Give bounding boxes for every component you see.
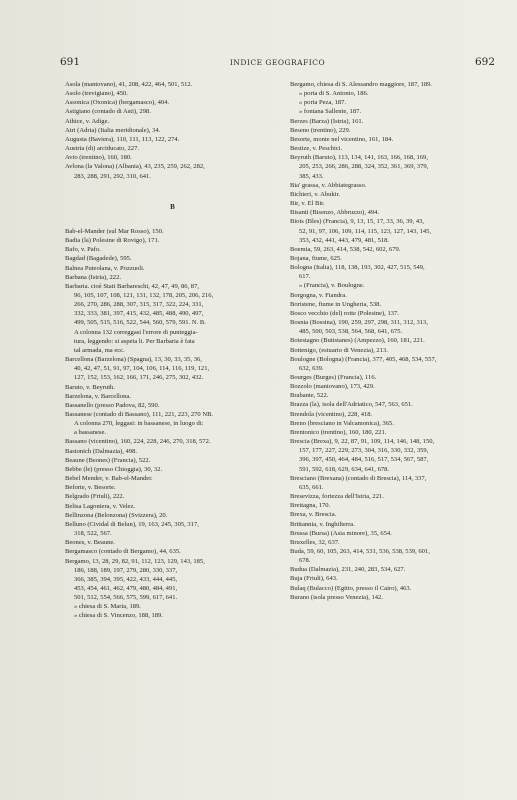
index-entry-line: Bassano (vicentino), 160, 224, 228, 246, 270, 318, 572. <box>65 438 211 446</box>
index-entry-line: Bulaq (Bulacco) (Egitto, presso il Cairo), 463. <box>290 584 412 592</box>
index-entry-line: Badia (la) Polesine di Rovigo), 171. <box>65 237 160 245</box>
index-entry-line: 283, 288, 291, 292, 310, 641. <box>74 172 151 180</box>
index-entry-line: » (Francia), v. Boulogne. <box>299 282 365 290</box>
index-entry-line: Baruto, v. Beyruth. <box>65 383 115 391</box>
index-entry-line: Bruxelles, 32, 637. <box>290 538 340 546</box>
index-entry-line: A colonna 270, leggasi: in bassanese, in luogo di: <box>74 420 204 428</box>
index-entry-line: 52, 91, 97, 106, 109, 114, 115, 123, 127, 143, 145, <box>299 227 432 235</box>
index-entry-line: 499, 505, 515, 516, 522, 544, 560, 579, 591. N. B. <box>74 319 206 327</box>
index-entry-line: Brabante, 522. <box>290 392 329 400</box>
index-entry-line: Budua (Dalmazia), 231, 240, 283, 534, 627. <box>290 566 406 574</box>
index-entry-line: Bagdad (Bagadede), 595. <box>65 255 132 263</box>
index-entry-line: » chiesa di S. Maria, 189. <box>74 603 141 611</box>
index-entry-line: Brescia (Brexa), 9, 22, 87, 91, 109, 114, 146, 148, 150, <box>290 438 435 446</box>
index-entry-line: Bab-el-Mander (sul Mar Rosso), 150. <box>65 227 164 235</box>
index-entry-line: Athice, v. Adige. <box>65 117 110 125</box>
index-entry-line: Brentonico (trentino), 160, 180, 221. <box>290 428 387 436</box>
index-entry-line: 157, 177, 227, 229, 273, 304, 316, 330, 332, 359, <box>299 447 429 455</box>
index-entry-line: Belluno (Cividal di Belun), 19, 163, 245, 305, 317, <box>65 520 199 528</box>
index-entry-line: 353, 432, 441, 443, 479, 481, 518. <box>299 236 390 244</box>
index-entry-line: Beseno (trentino), 229. <box>290 126 351 134</box>
index-entry-line: Borgogna, v. Fiandra. <box>290 291 347 299</box>
index-entry-line: Boulogne (Bologna) (Francia), 377, 405, 468, 534, 557, <box>290 355 437 363</box>
index-entry-line: Bisanti (Bisenzo, Abbruzzo), 494. <box>290 209 380 217</box>
index-entry-line: Bia' grassa, v. Abbiategrasso. <box>290 181 367 189</box>
index-entry-line: A colonna 132 correggasi l'errore di punteggia- <box>74 328 198 336</box>
index-entry-line: 485, 500, 503, 538, 564, 568, 641, 675. <box>299 328 403 336</box>
index-entry-line: a bassanese. <box>74 429 106 437</box>
index-entry-line: Brittannia, v. Inghilterra. <box>290 520 355 528</box>
index-entry-line: Bozzolo (mantovano), 173, 429. <box>290 383 375 391</box>
index-entry-line: Berzes (Barza) (Istria), 161. <box>290 117 364 125</box>
index-entry-line: Bojana, fiume, 625. <box>290 254 342 262</box>
index-entry-line: 318, 522, 567. <box>74 530 112 538</box>
index-entry-line: Bafo, v. Pafo. <box>65 246 101 254</box>
index-entry-line: Austria (di) arciducato, 227. <box>65 145 139 153</box>
index-entry-line: » fontana Sallente, 187. <box>299 108 361 116</box>
index-entry-line: Bestize, v. Peschici. <box>290 145 343 153</box>
index-entry-line: Besorte, monte nel vicentino, 161, 184. <box>290 135 394 143</box>
index-entry-line: Bastonich (Dalmazia), 498. <box>65 447 137 455</box>
index-entry-line: Buda, 59, 60, 105, 263, 414, 531, 536, 538, 539, 601, <box>290 547 430 555</box>
index-entry-line: 205, 253, 266, 286, 288, 324, 352, 361, 369, 379, <box>299 163 429 171</box>
index-entry-line: 127, 152, 153, 162, 166, 171, 246, 275, 302, 432. <box>74 374 204 382</box>
index-entry-line: Boristene, fiume in Ungheria, 538. <box>290 300 382 308</box>
index-entry-line: 332, 333, 381, 397, 415, 432, 485, 488, 490, 497, <box>74 310 204 318</box>
index-entry-line: Brussa (Bursa) (Asia minore), 35, 654. <box>290 529 392 537</box>
index-entry-line: 453, 454, 461, 462, 479, 480, 484, 491, <box>74 584 178 592</box>
index-entry-line: Burano (isola presso Venezia), 142. <box>290 593 383 601</box>
index-entry-line: Bottenigo, (estuario di Venezia), 213. <box>290 346 388 354</box>
index-entry-line: Brettagna, 170. <box>290 502 331 510</box>
index-entry-line: Bir, v. El Bir. <box>290 200 325 208</box>
index-entry-line: 635, 661. <box>299 483 324 491</box>
index-entry-line: Boemia, 59, 263, 414, 538, 542, 602, 679. <box>290 245 401 253</box>
spacer <box>65 190 280 199</box>
index-column-right <box>290 80 508 602</box>
index-entry-line: Atri (Adria) (Italia meridionale), 34. <box>65 126 161 134</box>
index-entry-line: 591, 592, 618, 629, 634, 641, 678. <box>299 465 390 473</box>
index-entry-line: Assonica (Oxonica) (bergamasco), 404. <box>65 99 170 107</box>
index-entry-line: Bassanese (contado di Bassano), 111, 221, 223, 270 NB. <box>65 411 214 418</box>
index-entry-line: Beones, v. Beaune. <box>65 539 115 547</box>
index-entry-line: Bellinzona (Belonzona) (Svizzera), 20. <box>65 511 168 519</box>
index-entry-line: Balnea Puteolana, v. Pozzuoli. <box>65 264 145 272</box>
index-entry-line: Bichieri, v. Abukir. <box>290 190 340 198</box>
index-entry-line: » chiesa di S. Vincenzo, 188, 189. <box>74 612 163 620</box>
index-entry-line: Beaune (Beones) (Francia), 522. <box>65 456 151 464</box>
index-entry-line: Astigiano (contado di Asti), 298. <box>65 108 151 116</box>
spacer <box>65 181 280 190</box>
index-entry-line: » porta di S. Antonio, 186. <box>299 90 369 98</box>
index-entry-line: Bologna (Italia), 118, 138, 193, 302, 427, 515, 549, <box>290 264 425 272</box>
index-entry-line: Belgrado (Friuli), 222. <box>65 493 125 501</box>
index-entry-line: Bassanello (presso Padova, 82, 590. <box>65 401 160 409</box>
index-entry-line: Bergamasco (contado di Bergamo), 44, 635. <box>65 548 181 556</box>
index-entry-line: » porta Peza, 187. <box>299 99 347 107</box>
index-entry-line: 40, 42, 47, 51, 91, 97, 104, 106, 114, 116, 119, 121, <box>74 365 210 373</box>
index-entry-line: Biois (Bles) (Francia), 9, 13, 15, 17, 33, 36, 39, 43, <box>290 218 425 226</box>
index-entry-line: Barbana (Istria), 222. <box>65 273 121 281</box>
index-entry-line: Bebbe (le) (presso Chioggia), 30, 32. <box>65 465 163 473</box>
index-entry-line: Barbaria. cioè Stati Barbareschi, 42, 47, 49, 86, 87, <box>65 282 199 290</box>
index-entry-line: Asolo (trevigiano), 450. <box>65 90 128 98</box>
index-entry-line: Bresciano (Brexana) (contado di Brescia), 114, 337, <box>290 474 427 482</box>
index-entry-line: Bebel Mender, v. Bab-el-Mander. <box>65 475 153 483</box>
index-entry-line: Beyruth (Baruto), 113, 134, 141, 163, 166, 168, 169, <box>290 154 428 162</box>
index-entry-line: 186, 188, 189, 197, 279, 280, 330, 337, <box>74 566 178 574</box>
index-column-left <box>65 80 280 621</box>
index-entry-line: Bresevizza, fortezza dell'Istria, 221. <box>290 493 384 501</box>
index-entry-line: 96, 105, 107, 108, 121, 131, 132, 178, 205, 206, 216, <box>74 291 214 299</box>
left-page-number: 691 <box>60 56 81 68</box>
index-entry-line: Asola (mantovano), 41, 208, 422, 464, 501, 512. <box>65 81 193 88</box>
index-entry-line: Barcellona (Barzelona) (Spagna), 13, 30, 33, 35, 36, <box>65 356 202 364</box>
index-entry-line: Avio (trentino), 160, 180. <box>65 154 132 162</box>
index-entry-line: Bosnia (Bossina), 190, 259, 297, 298, 311, 312, 313, <box>290 319 428 327</box>
index-entry-line: 617. <box>299 273 311 281</box>
section-letter: B <box>170 202 175 211</box>
index-entry-line: Brexa, v. Brescia. <box>290 511 337 519</box>
index-entry-line: Bergamo, chiesa di S. Alessandro maggiore, 187, 189. <box>290 81 433 88</box>
index-entry-line: Barzelona, v. Barcellona. <box>65 392 131 400</box>
index-entry-line: tal armada, ma ecc. <box>74 346 125 354</box>
index-entry-line: 366, 385, 394, 395, 422, 433, 444, 445, <box>74 575 178 583</box>
index-entry-line: Breno (bresciano in Valcamonica), 365. <box>290 419 394 427</box>
index-entry-line: Brazza (la), isola dell'Adriatico, 547, 563, 651. <box>290 401 413 409</box>
index-entry-line: 632, 639. <box>299 364 324 372</box>
index-entry-line: 678. <box>299 557 311 565</box>
running-title: INDICE GEOGRAFICO <box>229 58 326 67</box>
index-entry-line: 266, 270, 286, 288, 307, 315, 317, 322, 224, 331, <box>74 301 204 309</box>
spacer <box>65 218 280 227</box>
index-entry-line: Bergamo, 13, 28, 29, 82, 91, 112, 123, 129, 143, 185, <box>65 557 205 565</box>
index-entry-line: Bourges (Burges) (Francia), 116. <box>290 374 377 381</box>
page-header <box>60 55 495 69</box>
index-entry-line: tura, leggendo: si aspeta li. Per Barbaria è fata <box>74 337 195 345</box>
index-entry-line: Buja (Friuli), 643. <box>290 575 338 583</box>
index-entry-line: Augusta (Baviera), 110, 111, 113, 122, 274. <box>65 135 180 143</box>
index-entry-line: Bosco vecchio (del) rotte (Polesine), 137. <box>290 309 399 317</box>
index-entry-line: 396, 397, 450, 464, 484, 516, 517, 534, 567, 587, <box>299 456 429 464</box>
right-page-number: 692 <box>474 56 495 68</box>
index-entry-line: Botestagno (Butistanes) (Ampezzo), 160, 181, 221. <box>290 337 425 345</box>
index-entry-line: Avlona (la Valona) (Albania), 43, 235, 259, 262, 282, <box>65 163 205 171</box>
index-entry-line: Brendola (vicentino), 228, 418. <box>290 410 373 418</box>
index-entry-line: Belisa Lagoniera, v. Velez. <box>65 502 135 510</box>
index-entry-line: 385, 433. <box>299 172 324 180</box>
index-entry-line: Beforte, v. Besorte. <box>65 484 116 492</box>
index-entry-line: 501, 512, 554, 566, 575, 599, 617, 641. <box>74 594 178 602</box>
